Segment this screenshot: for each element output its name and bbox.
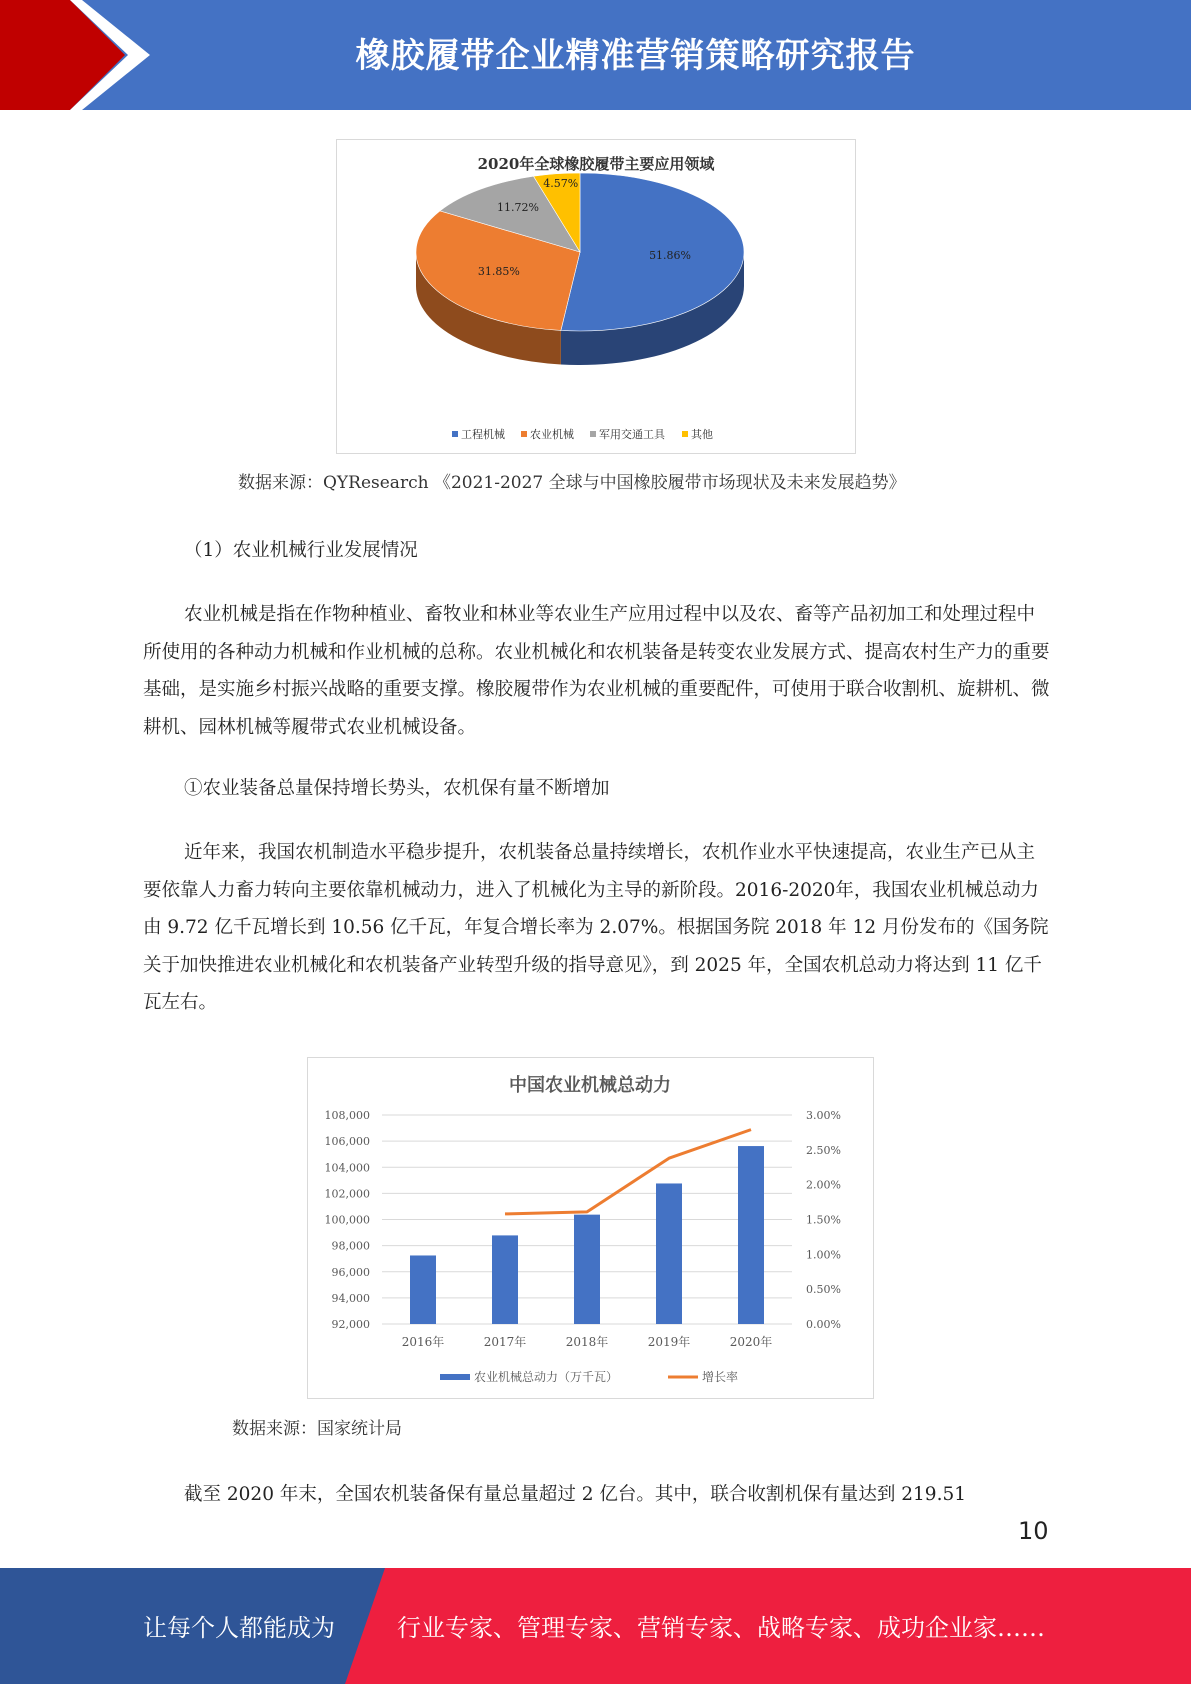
y-left-tick-label: 102,000	[324, 1187, 370, 1201]
growth-rate-line	[505, 1130, 751, 1214]
figure1-source: 数据来源：QYResearch 《2021-2027 全球与中国橡胶履带市场现状及未来发展趋势》	[238, 473, 906, 493]
section-heading-equipment-growth: ①农业装备总量保持增长势头，农机保有量不断增加	[184, 778, 610, 799]
legend-item-bar	[440, 1369, 618, 1384]
y-right-tick-label: 3.00%	[806, 1109, 841, 1122]
x-tick-label: 2016年	[401, 1335, 445, 1349]
pie-chart	[337, 140, 855, 453]
y-left-tick-label: 108,000	[324, 1109, 370, 1122]
footer-slogan-left: 让每个人都能成为	[143, 1614, 335, 1642]
svg-text:农业机械总动力（万千瓦）: 农业机械总动力（万千瓦）	[474, 1370, 619, 1384]
y-left-tick-label: 104,000	[324, 1161, 370, 1175]
pie-chart-title: 2020年全球橡胶履带主要应用领域	[477, 155, 715, 173]
bar-2017年	[492, 1235, 518, 1324]
bar-2018年	[574, 1215, 600, 1324]
y-right-tick-label: 2.00%	[806, 1178, 841, 1192]
pie-legend-item-3	[682, 427, 713, 441]
paragraph-agri-machinery-definition: 农业机械是指在作物种植业、畜牧业和林业等农业生产应用过程中以及农、畜等产品初加工和处理过程中所使用的各种动力机械和作业机械的总称。农业机械化和农机装备是转变农业发展方式、提高农村生产力的重要基础，是实施乡村振兴战略的重要支撑。橡胶履带作为农业机械的重要配件，可使用于联合收割机、旋耕机、微耕机、园林机械等履带式农业机械设备。	[143, 604, 1050, 738]
y-left-tick-label: 92,000	[331, 1318, 370, 1331]
bar-2020年	[738, 1146, 764, 1324]
pie-data-label-0: 51.86%	[649, 248, 692, 262]
y-right-tick-label: 1.00%	[806, 1248, 841, 1262]
bar-2019年	[656, 1183, 682, 1324]
y-left-tick-label: 106,000	[324, 1135, 370, 1149]
y-right-tick-label: 1.50%	[806, 1213, 841, 1227]
svg-text:农业机械: 农业机械	[530, 428, 574, 441]
x-tick-label: 2019年	[647, 1335, 691, 1349]
section-heading-agri-machinery: （1）农业机械行业发展情况	[184, 540, 418, 561]
y-right-tick-label: 0.50%	[806, 1283, 841, 1297]
bar-2016年	[410, 1255, 436, 1324]
x-tick-label: 2020年	[729, 1335, 773, 1349]
x-tick-label: 2017年	[483, 1335, 527, 1349]
y-right-tick-label: 2.50%	[806, 1143, 841, 1157]
y-left-tick-label: 96,000	[331, 1265, 370, 1279]
paragraph-machinery-power-growth: 近年来，我国农机制造水平稳步提升，农机装备总量持续增长，农机作业水平快速提高，农业生产已从主要依靠人力畜力转向主要依靠机械动力，进入了机械化为主导的新阶段。2016-2020年，我国农业机械总动力由 9.72 亿千瓦增长到 10.56 亿千瓦，年复合增长率为 2.07%。根据国务院 2018 年 12 月份发布的《国务院关于加快推进农业机械化和农机装备产业转型升级的指导意见》，到 2025 年，全国农机总动力将达到 11 亿千瓦左右。	[143, 842, 1049, 1013]
svg-text:工程机械: 工程机械	[461, 428, 505, 441]
y-left-tick-label: 100,000	[324, 1213, 370, 1227]
figure2-source: 数据来源：国家统计局	[232, 1419, 402, 1439]
combo-chart	[308, 1058, 873, 1398]
y-right-tick-label: 0.00%	[806, 1318, 841, 1331]
pie-data-label-2: 11.72%	[497, 200, 540, 214]
page-header	[0, 0, 1191, 110]
y-left-tick-label: 94,000	[331, 1291, 370, 1305]
pie-chart-figure	[336, 139, 856, 454]
svg-text:其他: 其他	[691, 428, 713, 441]
pie-data-label-1: 31.85%	[477, 265, 520, 279]
combo-chart-title: 中国农业机械总动力	[509, 1075, 671, 1096]
report-title: 橡胶履带企业精准营销策略研究报告	[355, 36, 916, 76]
page-number: 10	[1018, 1517, 1049, 1545]
pie-legend-item-2	[590, 427, 666, 441]
y-left-tick-label: 98,000	[331, 1239, 370, 1253]
svg-text:军用交通工具: 军用交通工具	[599, 428, 665, 441]
footer-slogan-right: 行业专家、管理专家、营销专家、战略专家、成功企业家……	[397, 1614, 1045, 1642]
pie-legend-item-1	[521, 427, 574, 441]
paragraph-equipment-stock: 截至 2020 年末，全国农机装备保有量总量超过 2 亿台。其中，联合收割机保有量达到 219.51	[184, 1484, 966, 1505]
pie-legend-item-0	[452, 427, 505, 441]
svg-text:增长率: 增长率	[702, 1370, 739, 1384]
pie-data-label-3: 4.57%	[543, 177, 579, 191]
page-footer	[0, 1568, 1191, 1684]
x-tick-label: 2018年	[565, 1335, 609, 1349]
combo-chart-figure	[307, 1057, 874, 1399]
legend-item-line	[668, 1369, 738, 1384]
